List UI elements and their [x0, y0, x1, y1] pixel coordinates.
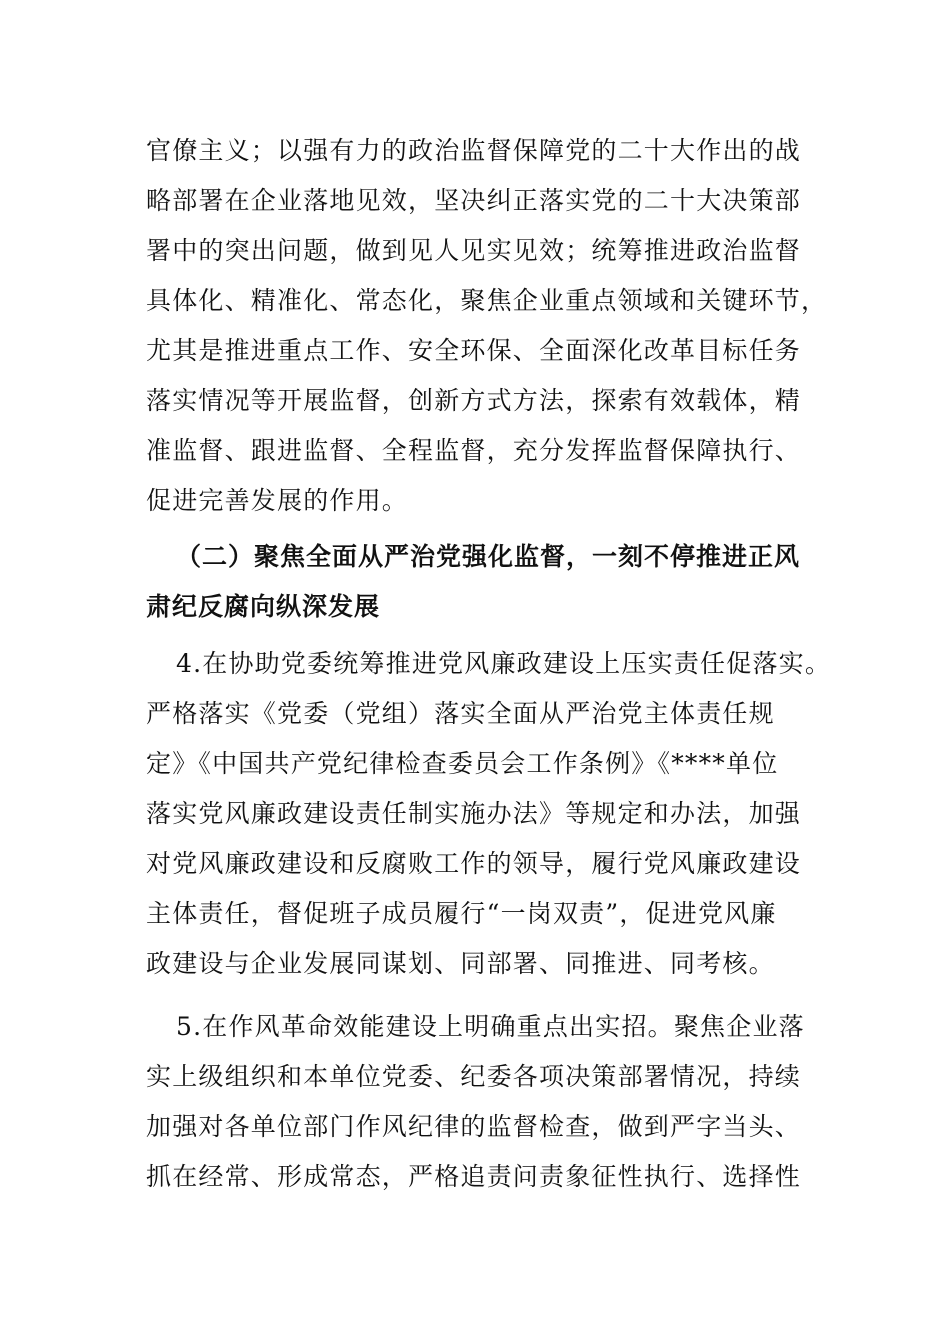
paragraph-4-line: 落实党风廉政建设责任制实施办法》等规定和办法，加强	[146, 799, 802, 828]
paragraph-1-line: 具体化、精准化、常态化，聚焦企业重点领域和关键环节，	[146, 286, 828, 315]
paragraph-1-line: 落实情况等开展监督，创新方式方法，探索有效载体，精	[146, 386, 802, 415]
paragraph-1-line: 署中的突出问题，做到见人见实见效；统筹推进政治监督	[146, 236, 802, 265]
paragraph-1-line: 尤其是推进重点工作、安全环保、全面深化改革目标任务	[146, 336, 802, 365]
paragraph-5-line: 实上级组织和本单位党委、纪委各项决策部署情况，持续	[146, 1062, 802, 1091]
paragraph-5-line: 抓在经常、形成常态，严格追责问责象征性执行、选择性	[146, 1162, 802, 1191]
paragraph-4-line: 主体责任，督促班子成员履行“一岗双责”，促进党风廉	[146, 899, 777, 928]
section-heading-line: 肃纪反腐向纵深发展	[146, 592, 381, 621]
paragraph-1-line: 准监督、跟进监督、全程监督，充分发挥监督保障执行、	[146, 436, 802, 465]
paragraph-4-line: 4.在协助党委统筹推进党风廉政建设上压实责任促落实。	[176, 649, 832, 678]
paragraph-5-line: 5.在作风革命效能建设上明确重点出实招。聚焦企业落	[176, 1012, 805, 1041]
paragraph-4-line: 定》《中国共产党纪律检查委员会工作条例》《****单位	[146, 749, 779, 778]
paragraph-5-line: 加强对各单位部门作风纪律的监督检查，做到严字当头、	[146, 1112, 802, 1141]
section-heading-line: （二）聚焦全面从严治党强化监督，一刻不停推进正风	[176, 542, 801, 571]
paragraph-1-line: 略部署在企业落地见效，坚决纠正落实党的二十大决策部	[146, 186, 802, 215]
paragraph-4-line: 对党风廉政建设和反腐败工作的领导，履行党风廉政建设	[146, 849, 802, 878]
paragraph-1-line: 官僚主义；以强有力的政治监督保障党的二十大作出的战	[146, 136, 802, 165]
paragraph-1-line: 促进完善发展的作用。	[146, 486, 409, 515]
paragraph-4-line: 严格落实《党委（党组）落实全面从严治党主体责任规	[146, 699, 775, 728]
paragraph-4-line: 政建设与企业发展同谋划、同部署、同推进、同考核。	[146, 949, 775, 978]
